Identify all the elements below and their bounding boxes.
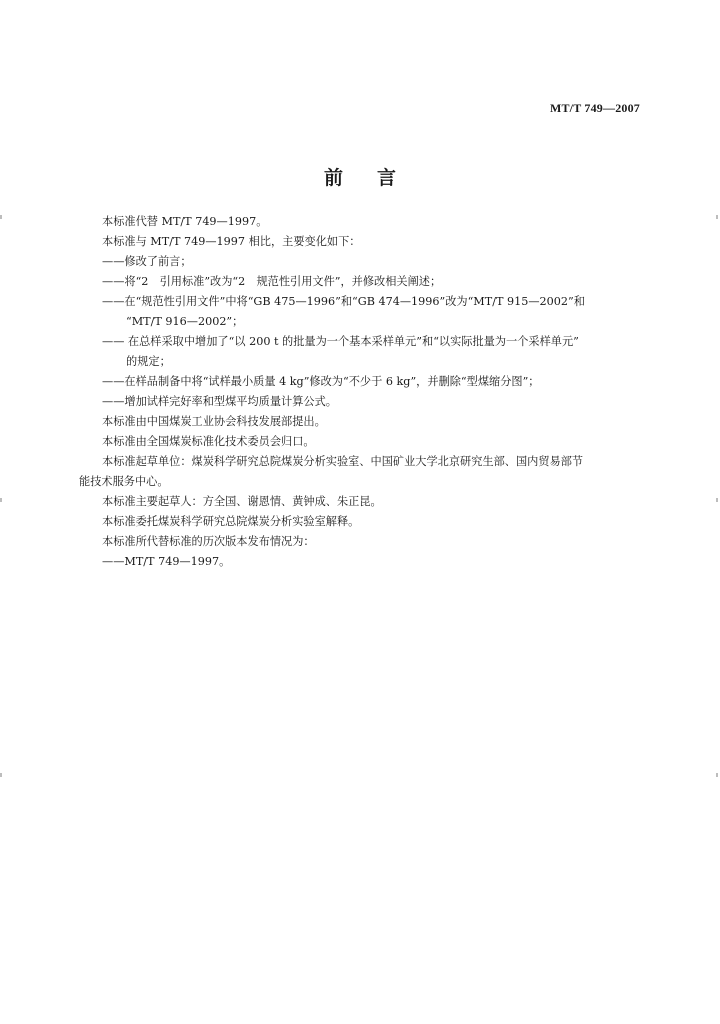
text-line: 本标准起草单位：煤炭科学研究总院煤炭分析实验室、中国矿业大学北京研究生部、国内贸易部节: [102, 455, 584, 468]
list-item: ——修改了前言；: [102, 255, 192, 268]
text-line: 本标准由中国煤炭工业协会科技发展部提出。: [102, 415, 326, 428]
text-line-continuation: 能技术服务中心。: [79, 475, 169, 488]
standard-code: MT/T 749—2007: [549, 101, 640, 115]
text-line: 本标准与 MT/T 749—1997 相比，主要变化如下：: [102, 235, 361, 248]
list-item: —— 在总样采取中增加了“以 200 t 的批量为一个基本采样单元”和“以实际批量为一个采样单元”: [102, 335, 579, 348]
text-line: 本标准主要起草人：方全国、谢恩情、黄钟成、朱正昆。: [102, 495, 382, 508]
foreword-body: [79, 212, 645, 572]
text-line: 本标准由全国煤炭标准化技术委员会归口。: [102, 435, 315, 448]
text-line: 本标准所代替标准的历次版本发布情况为：: [102, 535, 315, 548]
list-item-continuation: “MT/T 916—2002”；: [126, 315, 244, 328]
list-item-continuation: 的规定；: [126, 355, 171, 368]
list-item: ——将“2 引用标准”改为“2 规范性引用文件”，并修改相关阐述；: [102, 275, 442, 288]
page-title: 前言: [323, 167, 430, 189]
list-item: ——在样品制备中将“试样最小质量 4 kg”修改为“不少于 6 kg”，并删除“型煤缩分图”；: [102, 375, 540, 388]
list-item: ——MT/T 749—1997。: [102, 555, 231, 568]
scan-mark: [716, 215, 718, 219]
scan-mark: [716, 773, 718, 777]
list-item: ——增加试样完好率和型煤平均质量计算公式。: [102, 395, 337, 408]
scan-mark: [0, 498, 2, 502]
text-line: 本标准代替 MT/T 749—1997。: [102, 215, 268, 228]
scan-mark: [0, 773, 2, 777]
text-line: 本标准委托煤炭科学研究总院煤炭分析实验室解释。: [102, 515, 360, 528]
scan-mark: [0, 215, 2, 219]
scan-mark: [716, 498, 718, 502]
list-item: ——在“规范性引用文件”中将“GB 475—1996”和“GB 474—1996”改为“MT/T 915—2002”和: [102, 295, 585, 308]
